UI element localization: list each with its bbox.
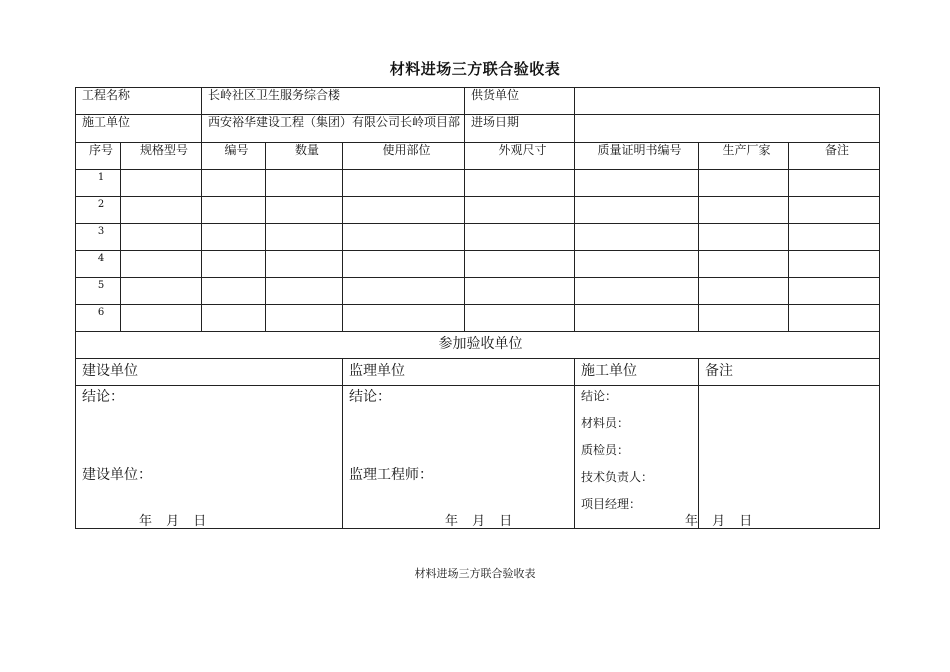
remarks-header: 备注 — [699, 359, 880, 386]
cell[interactable] — [575, 170, 699, 197]
cell[interactable] — [465, 197, 575, 224]
cell[interactable] — [699, 278, 789, 305]
cell[interactable] — [465, 224, 575, 251]
cell[interactable] — [575, 224, 699, 251]
contractor-conclusion: 结论： — [581, 389, 618, 403]
cell[interactable] — [789, 224, 880, 251]
owner-signature-label: 建设单位： — [82, 467, 152, 483]
cell[interactable] — [699, 197, 789, 224]
cell[interactable] — [699, 251, 789, 278]
project-name-value[interactable]: 长岭社区卫生服务综合楼 — [202, 88, 465, 115]
cell[interactable] — [343, 251, 465, 278]
cell[interactable] — [699, 305, 789, 332]
cell[interactable] — [121, 197, 202, 224]
project-name-label: 工程名称 — [76, 88, 202, 115]
project-manager-label: 项目经理： — [581, 497, 642, 511]
cell[interactable] — [121, 278, 202, 305]
col-header-code: 编号 — [202, 143, 266, 170]
supervisor-signature-label: 监理工程师： — [349, 467, 434, 483]
cell[interactable] — [789, 170, 880, 197]
row-seq: 6 — [76, 305, 121, 332]
col-header-appearance: 外观尺寸 — [465, 143, 575, 170]
table-row — [76, 224, 880, 251]
supervisor-conclusion: 结论： — [349, 389, 392, 405]
cell[interactable] — [575, 251, 699, 278]
cell[interactable] — [202, 251, 266, 278]
contractor-unit-header: 施工单位 — [575, 359, 699, 386]
cell[interactable] — [121, 305, 202, 332]
cell[interactable] — [202, 197, 266, 224]
cell[interactable] — [202, 305, 266, 332]
col-header-location: 使用部位 — [343, 143, 465, 170]
cell[interactable] — [575, 305, 699, 332]
tech-lead-label: 技术负责人： — [581, 470, 654, 484]
cell[interactable] — [266, 170, 343, 197]
cell[interactable] — [202, 170, 266, 197]
row-seq: 4 — [76, 251, 121, 278]
supervisor-sign-cell[interactable] — [343, 386, 575, 529]
cell[interactable] — [789, 251, 880, 278]
cell[interactable] — [789, 197, 880, 224]
owner-unit-header: 建设单位 — [76, 359, 343, 386]
remarks-cell[interactable] — [699, 386, 880, 529]
table-row — [76, 170, 880, 197]
cell[interactable] — [343, 305, 465, 332]
quality-inspector-label: 质检员： — [581, 443, 630, 457]
supplier-value[interactable] — [575, 88, 880, 115]
cell[interactable] — [121, 170, 202, 197]
section-title: 参加验收单位 — [76, 332, 880, 359]
cell[interactable] — [121, 251, 202, 278]
contractor-label: 施工单位 — [76, 115, 202, 143]
entry-date-value[interactable] — [575, 115, 880, 143]
cell[interactable] — [789, 278, 880, 305]
cell[interactable] — [699, 224, 789, 251]
row-seq: 1 — [76, 170, 121, 197]
table-row — [76, 197, 880, 224]
cell[interactable] — [343, 170, 465, 197]
table-row — [76, 278, 880, 305]
footer-caption: 材料进场三方联合验收表 — [414, 567, 536, 580]
cell[interactable] — [343, 197, 465, 224]
contractor-date: 年 月 日 — [685, 514, 753, 529]
cell[interactable] — [465, 251, 575, 278]
col-header-spec: 规格型号 — [121, 143, 202, 170]
owner-conclusion: 结论： — [82, 389, 124, 405]
cell[interactable] — [789, 305, 880, 332]
cell[interactable] — [465, 170, 575, 197]
supervisor-date: 年 月 日 — [445, 514, 513, 529]
supplier-label: 供货单位 — [465, 88, 575, 115]
cell[interactable] — [266, 305, 343, 332]
cell[interactable] — [343, 278, 465, 305]
cell[interactable] — [465, 305, 575, 332]
owner-sign-cell[interactable] — [76, 386, 343, 529]
contractor-value[interactable]: 西安裕华建设工程（集团）有限公司长岭项目部 — [202, 115, 465, 143]
supervisor-unit-header: 监理单位 — [343, 359, 575, 386]
acceptance-form — [75, 87, 880, 529]
form-title: 材料进场三方联合验收表 — [389, 60, 561, 78]
row-seq: 5 — [76, 278, 121, 305]
col-header-qty: 数量 — [266, 143, 343, 170]
cell[interactable] — [465, 278, 575, 305]
table-row — [76, 305, 880, 332]
contractor-sign-cell[interactable] — [575, 386, 753, 529]
col-header-seq: 序号 — [76, 143, 121, 170]
cell[interactable] — [121, 224, 202, 251]
owner-date: 年 月 日 — [139, 514, 207, 529]
table-row — [76, 251, 880, 278]
cell[interactable] — [575, 278, 699, 305]
cell[interactable] — [343, 224, 465, 251]
material-clerk-label: 材料员： — [581, 416, 630, 430]
entry-date-label: 进场日期 — [465, 115, 575, 143]
cell[interactable] — [266, 197, 343, 224]
cell[interactable] — [202, 224, 266, 251]
col-header-manufacturer: 生产厂家 — [699, 143, 789, 170]
row-seq: 3 — [76, 224, 121, 251]
row-seq: 2 — [76, 197, 121, 224]
cell[interactable] — [266, 278, 343, 305]
col-header-remarks: 备注 — [789, 143, 880, 170]
cell[interactable] — [266, 224, 343, 251]
cell[interactable] — [266, 251, 343, 278]
col-header-cert-no: 质量证明书编号 — [575, 143, 699, 170]
cell[interactable] — [202, 278, 266, 305]
cell[interactable] — [699, 170, 789, 197]
cell[interactable] — [575, 197, 699, 224]
